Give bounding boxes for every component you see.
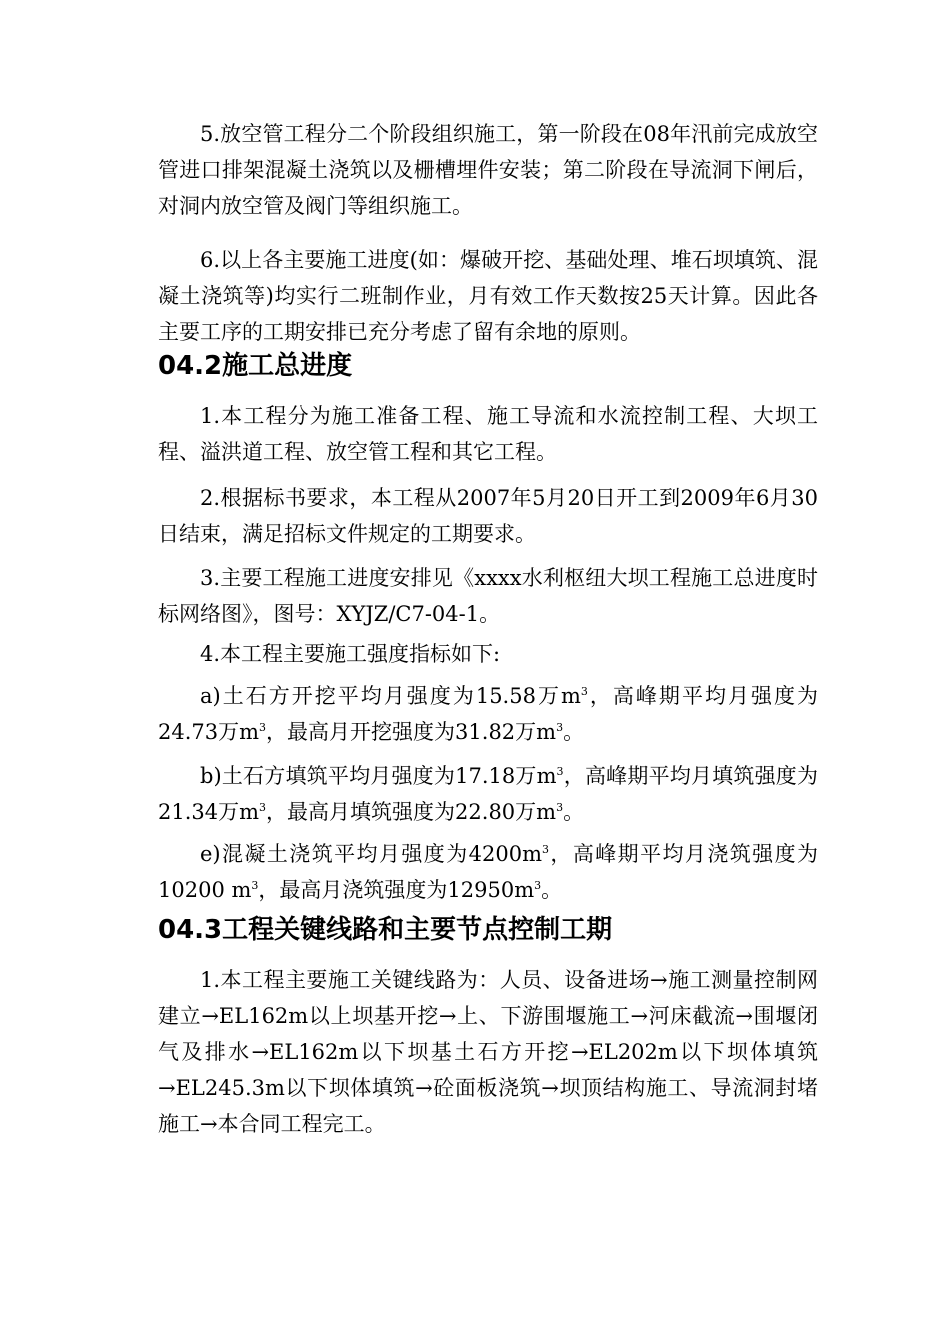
superscript-cubic: 3	[534, 879, 542, 892]
paragraph-schedule-4: 4.本工程主要施工强度指标如下:	[200, 642, 501, 666]
superscript-cubic: 3	[251, 879, 259, 892]
paragraph-item-6: 6.以上各主要施工进度(如：爆破开挖、基础处理、堆石坝填筑、混凝土浇筑等)均实行二班制作业，月有效工作天数按25天计算。因此各主要工序的工期安排已充分考虑了留有余地的原则。	[158, 248, 818, 344]
paragraph-intensity-b: b)土石方填筑平均月强度为17.18万$m^3$，高峰期平均月填筑强度为21.34万$m^3$，最高月填筑强度为22.80万$m^3$。	[158, 764, 819, 824]
paragraph-intensity-a: a)土石方开挖平均月强度为15.58万$m^3$，高峰期平均月强度为24.73万$m^3$，最高月开挖强度为31.82万$m^3$。	[158, 684, 818, 744]
superscript-cubic: 3	[259, 721, 267, 734]
superscript-cubic: 3	[580, 685, 588, 698]
superscript-cubic: 3	[556, 721, 564, 734]
superscript-cubic: 3	[556, 765, 564, 778]
section-heading-04-3: 04.3工程关键线路和主要节点控制工期	[158, 915, 613, 945]
paragraph-schedule-3: 3.主要工程施工进度安排见《xxxx水利枢纽大坝工程施工总进度时标网络图》，图号：XYJZ/C7-04-1。	[158, 566, 818, 626]
section-heading-04-2: 04.2施工总进度	[158, 351, 353, 381]
paragraph-critical-path: 1.本工程主要施工关键线路为：人员、设备进场→施工测量控制网建立→EL162m以上坝基开挖→上、下游围堰施工→河床截流→围堰闭气及排水→EL162m以下坝基土石方开挖→EL202m以下坝体填筑→EL245.3m以下坝体填筑→砼面板浇筑→坝顶结构施工、导流洞封堵施工→本合同工程完工。	[158, 968, 818, 1136]
superscript-cubic: 3	[556, 801, 564, 814]
paragraph-item-5: 5.放空管工程分二个阶段组织施工，第一阶段在08年汛前完成放空管进口排架混凝土浇筑以及栅槽埋件安装；第二阶段在导流洞下闸后，对洞内放空管及阀门等组织施工。	[158, 122, 818, 218]
paragraph-schedule-1: 1.本工程分为施工准备工程、施工导流和水流控制工程、大坝工程、溢洪道工程、放空管工程和其它工程。	[158, 404, 818, 464]
paragraph-intensity-e: e)混凝土浇筑平均月强度为$4200m^3$，高峰期平均月浇筑强度为10200 $m^3$，最高月浇筑强度为$12950m^3$。	[158, 842, 818, 902]
superscript-cubic: 3	[541, 843, 549, 856]
superscript-cubic: 3	[259, 801, 267, 814]
paragraph-schedule-2: 2.根据标书要求，本工程从2007年5月20日开工到2009年6月30日结束，满足招标文件规定的工期要求。	[158, 486, 818, 546]
